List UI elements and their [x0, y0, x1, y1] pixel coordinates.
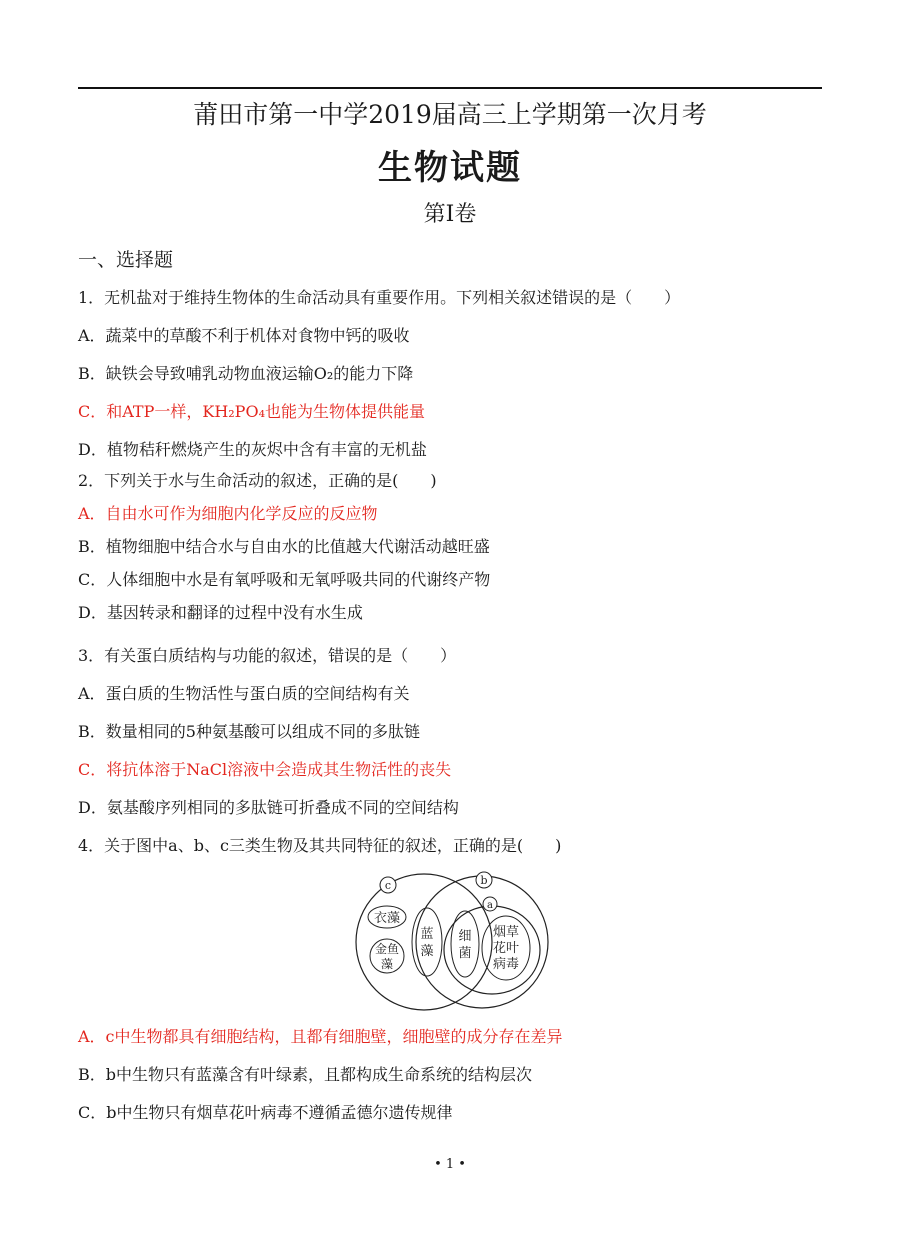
organism-jinyuzao-line1: 金鱼: [374, 942, 400, 956]
question-3-option-a: A．蛋白质的生物活性与蛋白质的空间结构有关: [78, 684, 410, 703]
organism-xijun-ring: [451, 911, 479, 977]
question-1-option-d: D．植物秸秆燃烧产生的灰烬中含有丰富的无机盐: [78, 440, 427, 459]
question-1-option-c-answer: C．和ATP一样，KH₂PO₄也能为生物体提供能量: [78, 402, 425, 421]
question-1-stem: 1．无机盐对于维持生物体的生命活动具有重要作用。下列相关叙述错误的是（ ）: [78, 288, 681, 307]
organism-xijun-line2: 菌: [458, 946, 472, 961]
organism-tmv-line1: 烟草: [492, 925, 520, 940]
organism-lanzao-line2: 藻: [420, 944, 434, 959]
question-2-option-b: B．植物细胞中结合水与自由水的比值越大代谢活动越旺盛: [78, 537, 490, 556]
label-b: b: [480, 874, 488, 887]
question-3-option-b: B．数量相同的5种氨基酸可以组成不同的多肽链: [78, 722, 420, 741]
question-3-option-d: D．氨基酸序列相同的多肽链可折叠成不同的空间结构: [78, 798, 459, 817]
organism-lanzao-line1: 蓝: [420, 927, 434, 942]
organism-xijun-line1: 细: [458, 929, 472, 944]
question-2-stem: 2．下列关于水与生命活动的叙述，正确的是( ): [78, 471, 437, 490]
organism-jinyuzao-line2: 藻: [380, 957, 394, 971]
question-2-option-a-answer: A．自由水可作为细胞内化学反应的反应物: [78, 504, 378, 523]
volume-title: 第I卷: [423, 202, 477, 227]
question-1-option-a: A．蔬菜中的草酸不利于机体对食物中钙的吸收: [78, 326, 410, 345]
question-4-stem: 4．关于图中a、b、c三类生物及其共同特征的叙述，正确的是( ): [78, 836, 562, 855]
question-3-option-c-answer: C．将抗体溶于NaCl溶液中会造成其生物活性的丧失: [78, 760, 452, 779]
question-4-option-b: B．b中生物只有蓝藻含有叶绿素，且都构成生命系统的结构层次: [78, 1065, 533, 1084]
question-2-option-d: D．基因转录和翻译的过程中没有水生成: [78, 603, 363, 622]
page-number: • 1 •: [434, 1157, 466, 1172]
subject-title: 生物试题: [378, 148, 522, 188]
header-rule: [78, 87, 822, 89]
organism-tmv-line3: 病毒: [492, 957, 520, 972]
organism-tmv-line2: 花叶: [492, 941, 520, 956]
question-4-option-c: C．b中生物只有烟草花叶病毒不遵循孟德尔遗传规律: [78, 1103, 453, 1122]
label-a: a: [487, 900, 493, 911]
venn-diagram: [354, 870, 550, 1012]
organism-yizao: 衣藻: [373, 911, 401, 926]
question-2-option-c: C．人体细胞中水是有氧呼吸和无氧呼吸共同的代谢终产物: [78, 570, 491, 589]
school-title: 莆田市第一中学2019届高三上学期第一次月考: [193, 100, 707, 129]
label-c: c: [384, 879, 392, 892]
section-heading: 一、选择题: [78, 249, 174, 271]
question-1-option-b: B．缺铁会导致哺乳动物血液运输O₂的能力下降: [78, 364, 414, 383]
question-4-option-a-answer: A．c中生物都具有细胞结构，且都有细胞壁，细胞壁的成分存在差异: [78, 1027, 563, 1046]
question-3-stem: 3．有关蛋白质结构与功能的叙述，错误的是（ ）: [78, 646, 457, 665]
